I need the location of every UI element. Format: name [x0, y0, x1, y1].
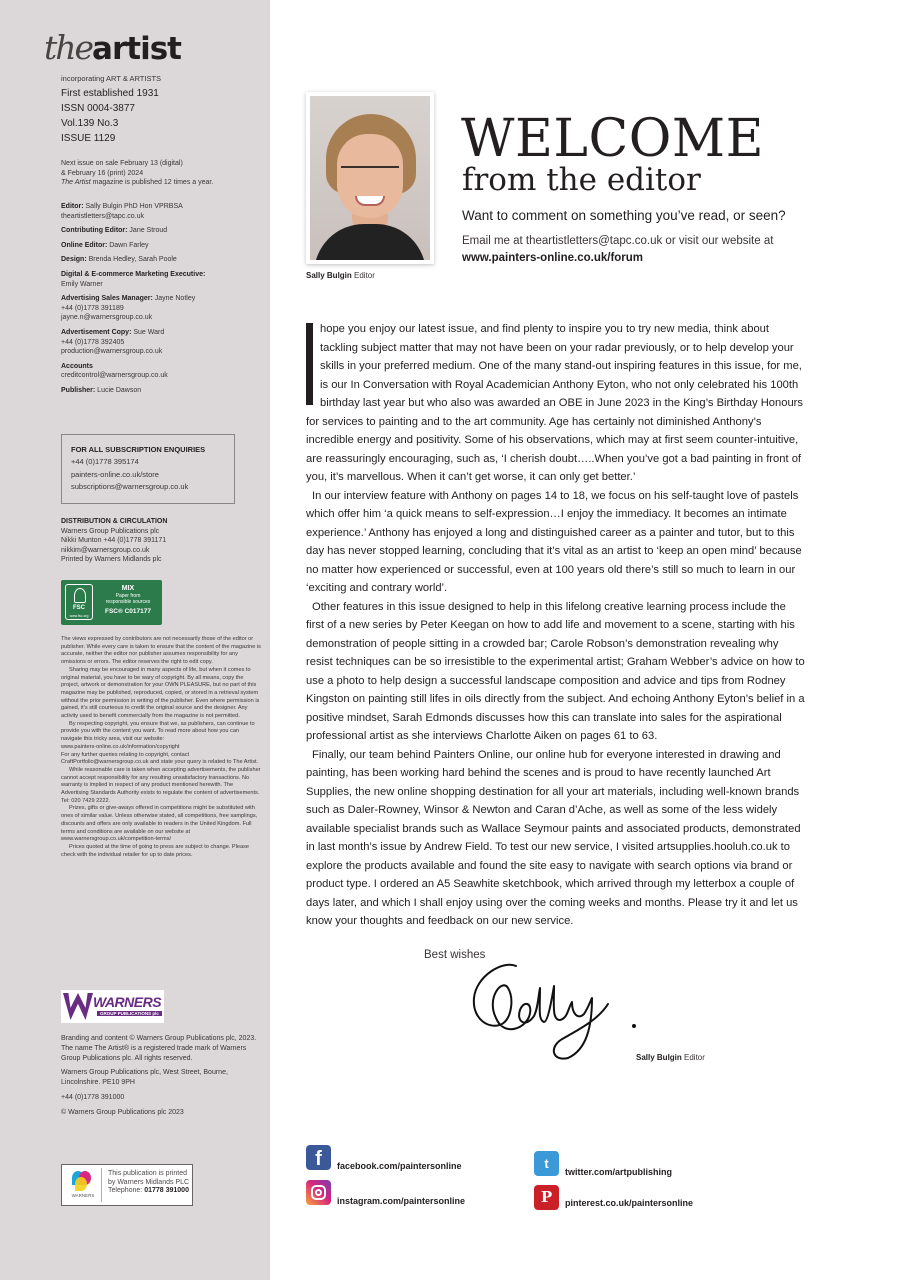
page-title: WELCOME	[461, 109, 765, 169]
credit-advertising-sales: Advertising Sales Manager: Jayne Notley +44 (0)1778 391189 jayne.n@warnersgroup.co.uk	[61, 295, 196, 322]
paragraph-1: hope you enjoy our latest issue, and find plenty to inspire you to try new media, think about tackling subject matter that may not have been on your radar previously, or to help develop your skills in your preferred medium. One of the many stand-out inspiring features in this issue, for me, is our In Conversation with Royal Academician Anthony Eyton, who not only celebrated his 100th birthday last year but who also was awarded an OBE in June 2023 in the King’s Birthday Honours for services to painting and to the art community. Age has certainly not diminished Anthony’s incredible energy and positivity. Some of his observations, which may at first seem counter-intuitive, are reassuringly encouraging, such as, ‘I cherish doubt…..When you’ve got a bad painting in front of you, it’s marvellous. When it can’t get worse, it can only get better.’	[306, 323, 804, 483]
volume: Vol.139 No.3	[61, 118, 119, 129]
warners-w-icon	[63, 993, 93, 1020]
signature-caption: Sally Bulgin Editor	[636, 1053, 705, 1062]
subscription-heading: FOR ALL SUBSCRIPTION ENQUIRIES	[71, 445, 206, 454]
publisher-address: Warners Group Publications plc, West Street, Bourne, Lincolnshire. PE10 9PH	[61, 1069, 228, 1087]
copyright-line: © Warners Group Publications plc 2023	[61, 1108, 184, 1116]
staff-credits	[61, 202, 261, 401]
warners-group-logo: WARNERS GROUP PUBLICATIONS plc	[61, 990, 164, 1023]
instagram-label: instagram.com/paintersonline	[337, 1196, 466, 1206]
legal-disclaimer: The views expressed by contributors are not necessarily those of the editor or publisher. While every care is taken to ensure that the content of the magazine is accurate, neither the editor nor publisher assumes responsibility for any omissions or errors. The editor reserves the right to edit copy. Sharing may be encouraged in many aspects of life, but when it comes to original material, you have to be wary of copyright. By all means, copy the project, artwork or demonstration for your OWN PLEASURE, but no part of this magazine may be published, reproduced, copied, or stored in a retrieval system without the prior permission in writing of the publisher. Even where permission is gained, it’s still courteous to credit the original source and the designer. Any activity used to benefit commercially from the magazine is not permitted. By respecting copyright, you ensure that we, as publishers, can continue to provide you with the content you want. To read more about how you can navigate this tricky area, visit our website: www.painters-online.co.uk/information/copyright For any further queries relating to copyright, contact CraftPortfolio@warnersgroup.co.uk and state your query is related to The Artist. While reasonable care is taken when accepting advertisements, the publisher cannot accept responsibility for any resulting unsatisfactory transactions. No warranty is implied in respect of any product mentioned herewith. The Advertising Standards Authority exists to regulate the content of advertisements. Tel: 020 7429 2222. Prizes, gifts or give-aways offered in competitions might be substituted with ones of similar value. Unless otherwise stated, all competitions, free samplings, discounts and offers are only available to readers in the United Kingdom. Full terms and conditions are available on our website at www.warnersgroup.co.uk/competition-terms/ Prices quoted at the time of going to press are subject to change. Please check with the individual retailer for up to date prices.	[61, 636, 261, 858]
pinterest-icon: P	[534, 1185, 559, 1210]
facebook-icon: f	[306, 1145, 331, 1170]
photo-caption: Sally Bulgin Editor	[306, 271, 375, 280]
dropcap-i	[306, 323, 313, 405]
editor-email[interactable]: theartistletters@tapc.co.uk	[61, 212, 144, 220]
twitter-label: twitter.com/artpublishing	[565, 1167, 673, 1177]
incorporating-line: incorporating ART & ARTISTS	[61, 74, 162, 83]
publisher-phone: +44 (0)1778 391000	[61, 1093, 125, 1101]
page-subtitle: from the editor	[462, 162, 701, 198]
editorial-body	[306, 320, 806, 931]
subscription-box	[61, 434, 235, 504]
credit-digital-marketing: Digital & E-commerce Marketing Executive: Emily Warner	[61, 270, 206, 288]
branding-notice: Branding and content © Warners Group Publications plc, 2023. The name The Artist® is a registered trade mark of Warners Group Publications plc. All rights reserved. Warners Group Publications plc, West Street, Bourne, Lincolnshire. PE10 9PH +44 (0)1778 391000 © Warners Group Publications plc 2023	[61, 1034, 261, 1123]
adsales-email[interactable]: jayne.n@warnersgroup.co.uk	[61, 314, 153, 322]
credit-publisher: Publisher: Lucie Dawson	[61, 386, 142, 394]
paragraph-4: Finally, our team behind Painters Online, our online hub for everyone interested in drawing and painting, has been working hard behind the scenes and is proud to have recently launched Art Supplies, the new online shopping destination for all your art materials, including well-known brands such as Daler-Rowney, Winsor & Newton and Caran d’Ache, as well as some of the less widely available specialist brands such as Wallace Seymour paints and associated products, demonstrated in last month’s issue by Andrew Field. To test our new service, I visited artsupplies.hooluh.co.uk to explore the products available and found the site easy to navigate with search options via brand or product type. I ordered an A5 Seawhite sketchbook, which arrived through my letterbox a couple of days later, and which I shall enjoy using over the coming weeks and months. Please try it and let us know your thoughts and feedback on our new service.	[306, 748, 801, 927]
copyright-link[interactable]: www.painters-online.co.uk/information/copyright	[61, 743, 180, 750]
editor-photo	[306, 92, 434, 264]
credit-contributing-editor: Contributing Editor: Jane Stroud	[61, 227, 168, 235]
printed-by-badge: WARNERS This publication is printed by Warners Midlands PLC Telephone: 01778 391000	[61, 1164, 193, 1206]
masthead-sidebar	[0, 0, 270, 1280]
subscription-email[interactable]: subscriptions@warnersgroup.co.uk	[71, 481, 189, 491]
issue-number: ISSUE 1129	[61, 133, 116, 144]
credit-advertisement-copy: Advertisement Copy: Sue Ward +44 (0)1778 392405 production@warnersgroup.co.uk	[61, 328, 165, 356]
issn: ISSN 0004-3877	[61, 103, 135, 114]
comment-prompt: Want to comment on something you’ve read, or seen?	[462, 208, 786, 223]
credit-accounts: Accounts creditcontrol@warnersgroup.co.uk	[61, 362, 168, 380]
warners-print-icon: WARNERS	[66, 1168, 102, 1202]
subscription-phone: +44 (0)1778 395174	[71, 457, 139, 467]
credit-design: Design: Brenda Hedley, Sarah Poole	[61, 256, 177, 264]
fsc-tree-icon: FSC www.fsc.org	[65, 584, 93, 620]
distribution-email[interactable]: nikkim@warnersgroup.co.uk	[61, 546, 150, 554]
subscription-store-link[interactable]: painters-online.co.uk/store	[71, 469, 159, 479]
instagram-icon	[306, 1180, 331, 1205]
contact-info: Email me at theartistletters@tapc.co.uk or visit our website at www.painters-online.co.uk/forum	[462, 235, 774, 264]
established: First established 1931	[61, 88, 159, 99]
fsc-mix-badge: FSC www.fsc.org MIX Paper from responsible sources FSC® C017177	[61, 580, 162, 625]
forum-link[interactable]: www.painters-online.co.uk/forum	[462, 252, 644, 264]
editor-signature	[468, 958, 643, 1063]
pinterest-label: pinterest.co.uk/paintersonline	[565, 1198, 694, 1208]
credit-editor: Editor: Sally Bulgin PhD Hon VPRBSA theartistletters@tapc.co.uk	[61, 203, 183, 220]
publication-info	[61, 86, 261, 146]
paragraph-3: Other features in this issue designed to help in this lifelong creative learning process include the first of a new series by Peter Keegan on how to add life and movement to a scene, starting with his demonstration of people sitting in a crowded bar; Carole Robson’s demonstration revealing why resist techniques can be so irresistible to the experimental artist; Graham Webber’s advice on how to use a photo to help design a successful landscape composition and advice and tips from Rodney Kingston on painting still lifes in oils directly from the subject. And echoing Anthony Eyton’s belief in a positive mindset, Sarah Edmonds discusses how this can translate into sales for the aspirational professional artist as she interviews Charlotte Aiken on pages 61 to 63.	[306, 600, 805, 742]
twitter-icon: t	[534, 1151, 559, 1176]
best-wishes: Best wishes	[424, 949, 486, 961]
credit-online-editor: Online Editor: Dawn Farley	[61, 241, 149, 249]
next-issue-info: Next issue on sale February 13 (digital) & February 16 (print) 2024 The Artist magazine is published 12 times a year.	[61, 160, 214, 187]
distribution-info: DISTRIBUTION & CIRCULATION Warners Group Publications plc Nikki Munton +44 (0)1778 391171 nikkim@warnersgroup.co.uk Printed by Warners Midlands plc	[61, 518, 168, 564]
the-artist-logo: theartist	[44, 28, 181, 67]
accounts-email[interactable]: creditcontrol@warnersgroup.co.uk	[61, 372, 168, 380]
facebook-label: facebook.com/paintersonline	[337, 1161, 462, 1171]
adcopy-email[interactable]: production@warnersgroup.co.uk	[61, 348, 163, 356]
paragraph-2: In our interview feature with Anthony on pages 14 to 18, we focus on his self-taught love of pastels which offer him ‘a quick means to self-expression…I enjoy the immediacy. It becomes an intimate experience.’ Anthony has enjoyed a long and distinguished career as a painter and tutor, but to this day has never stopped learning, concluding that it’s vital as an artist to ‘keep an open mind’ because no matter how experienced or successful, even at 100 years old there’s still so much to learn in our ‘exciting and contrary world’.	[306, 489, 802, 594]
